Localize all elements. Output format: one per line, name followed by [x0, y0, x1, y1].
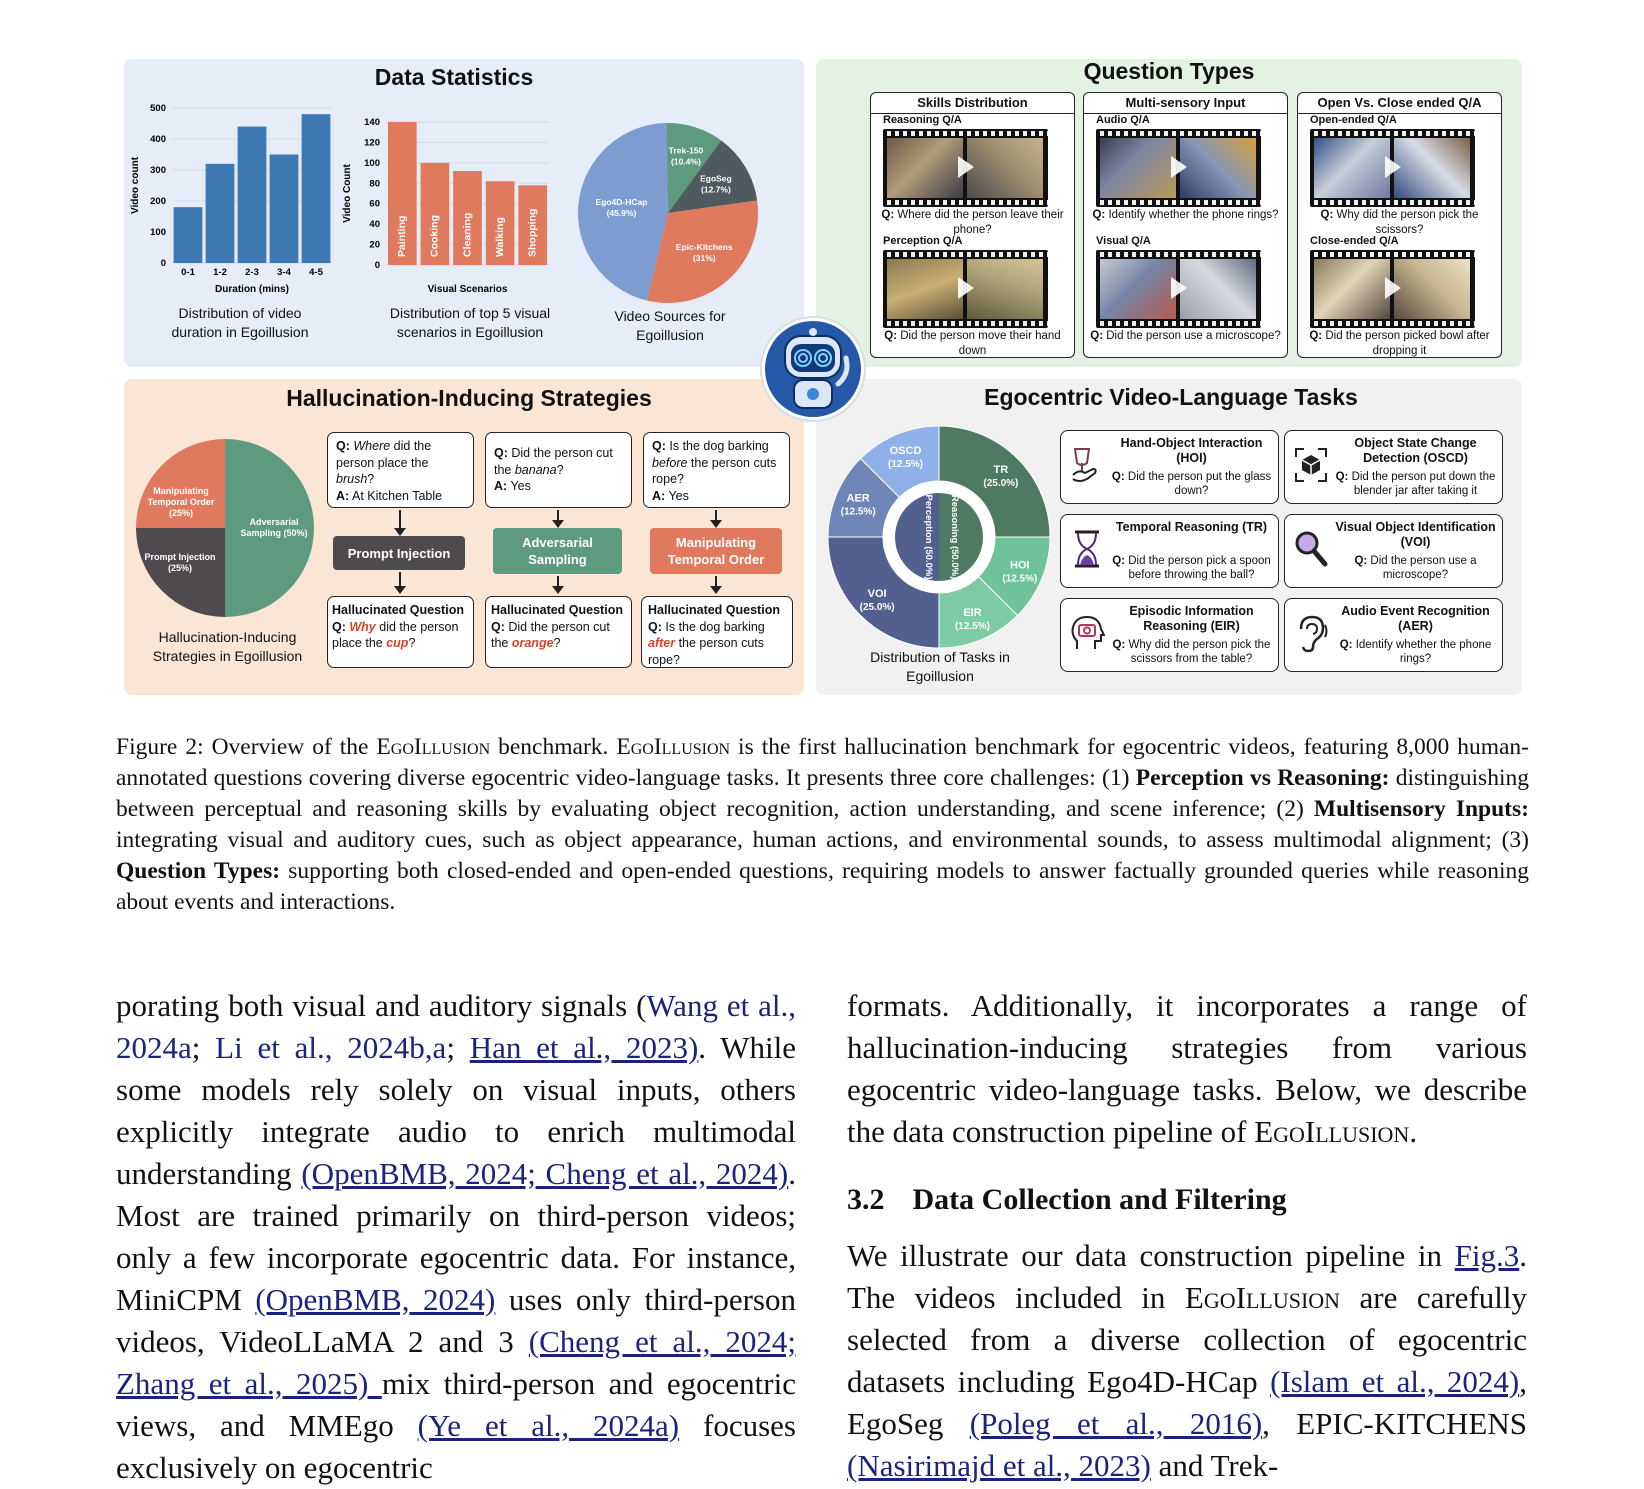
column-header: Open Vs. Close ended Q/A — [1298, 93, 1501, 114]
question-text: Q: Identify whether the phone rings? — [1092, 209, 1279, 221]
y-tick-label: 100 — [364, 157, 380, 169]
adversarial-pie-label: Adversarial Sampling (50%) — [240, 517, 308, 538]
audio-qa-label: Audio Q/A — [1096, 114, 1150, 126]
duration-bar-chart — [130, 100, 340, 295]
citation-link[interactable]: (Nasirimajd et al., 2023) — [847, 1448, 1151, 1483]
citation-link[interactable]: (Cheng et al., 2024; Zhang et al., 2025) — [116, 1324, 796, 1401]
citation-link[interactable]: (Islam et al., 2024) — [1270, 1364, 1520, 1399]
temporal-order-pie-label: Manipulating Temporal Order (25%) — [147, 486, 215, 518]
task-question: Q: Identify whether the phone rings? — [1339, 639, 1492, 665]
hand-glass-icon — [1069, 445, 1105, 485]
x-axis-label: Visual Scenarios — [427, 284, 508, 295]
visual-qa-label: Visual Q/A — [1096, 235, 1151, 247]
citation-link[interactable]: (OpenBMB, 2024) — [255, 1282, 496, 1317]
figure-label: Figure 2: — [116, 734, 204, 760]
task-question: Q: Did the person put down the blender jar after taking it — [1335, 471, 1496, 497]
flow-arrow — [715, 576, 717, 592]
y-tick-label: 40 — [369, 219, 380, 231]
section-heading: 3.2 Data Collection and Filtering — [847, 1183, 1287, 1216]
prompt-injection-strategy: Prompt Injection — [333, 536, 465, 570]
adversarial-sampling-strategy: Adversarial Sampling — [493, 528, 622, 574]
left-column — [116, 985, 796, 1489]
y-tick-label: 80 — [369, 178, 380, 190]
y-axis-label: Video Count — [342, 164, 353, 223]
flow-arrow — [399, 510, 401, 534]
multi-sensory-column — [1083, 92, 1288, 358]
video-clip[interactable] — [1310, 129, 1475, 207]
temporal-order-strategy: Manipulating Temporal Order — [650, 528, 782, 574]
play-icon — [1171, 277, 1187, 299]
play-icon — [958, 277, 974, 299]
task-question: Q: Did the person put the glass down? — [1111, 471, 1272, 497]
y-tick-label: 0 — [160, 258, 166, 269]
right-column-top — [847, 985, 1527, 1153]
task-card-oscd — [1284, 430, 1503, 504]
slice-percent: (10.4%) — [671, 156, 701, 167]
x-tick-label: 3-4 — [277, 267, 291, 278]
citation-link[interactable]: (OpenBMB, 2024; Cheng et al., 2024) — [301, 1156, 789, 1191]
perception-qa-label: Perception Q/A — [883, 235, 963, 247]
question-text: Q: Did the person use a microscope? — [1090, 330, 1281, 342]
y-tick-label: 120 — [364, 137, 380, 149]
cube-scan-icon — [1293, 445, 1329, 485]
task-title: Visual Object Identification (VOI) — [1335, 520, 1496, 549]
question-text: Q: Where did the person leave their phone? — [881, 209, 1064, 236]
y-axis-label: Video count — [130, 156, 141, 215]
slice-percent: (12.5%) — [888, 459, 924, 471]
task-card-tr — [1060, 514, 1279, 588]
y-tick-label: 400 — [150, 134, 166, 145]
task-title: Audio Event Recognition (AER) — [1341, 604, 1490, 633]
hallucination-title: Hallucination-Inducing Strategies — [286, 385, 652, 411]
video-clip[interactable] — [1310, 250, 1475, 328]
task-card-hoi — [1060, 430, 1279, 504]
figure-link[interactable]: Fig.3 — [1454, 1238, 1520, 1273]
open-ended-qa-label: Open-ended Q/A — [1310, 114, 1397, 126]
ear-icon — [1293, 613, 1329, 653]
play-icon — [958, 156, 974, 178]
flow-arrow — [557, 576, 559, 592]
slice-percent: (45.9%) — [606, 207, 637, 218]
question-text: Q: Why did the person pick the scissors? — [1320, 209, 1479, 236]
task-card-aer — [1284, 598, 1503, 672]
original-question-box: Q: Where did the person place the brush? A: At Kitchen Table — [327, 432, 474, 508]
tasks-pie-caption: Distribution of Tasks in Egoillusion — [870, 649, 1010, 684]
open-close-column — [1297, 92, 1502, 358]
x-axis-label: Duration (mins) — [215, 284, 289, 295]
slice-label: EIR — [963, 606, 982, 619]
y-tick-label: 100 — [150, 227, 166, 238]
citation-link[interactable]: Han et al., 2023) — [469, 1030, 699, 1065]
slice-label: Trek-150 — [668, 145, 704, 156]
slice-label: OSCD — [889, 445, 922, 458]
figure-caption: Figure 2: Overview of the EgoIllusion benchmark. EgoIllusion is the first hallucination benchmark for egocentric videos, featuring 8,000 human-annotated questions covering diverse egocentric video-language tasks. It presents three core challenges: (1) Perception vs Reasoning: distinguishing between perceptual and reasoning skills by evaluating object recognition, action understanding, and scene inference; (2) Multisensory Inputs: integrating visual and auditory cues, such as object appearance, human actions, and environmental sounds, to assess multimodal alignment; (3) Question Types: supporting both closed-ended and open-ended questions, requiring models to answer factually grounded queries while reasoning about events and interactions. — [116, 734, 1529, 915]
slice-percent: (12.5%) — [840, 506, 876, 518]
y-tick-label: 500 — [150, 103, 166, 114]
reasoning-qa-label: Reasoning Q/A — [883, 114, 962, 126]
slice-label: VOI — [867, 587, 887, 600]
slice-percent: (12.5%) — [1002, 573, 1038, 585]
hallucinated-question-box: Hallucinated Question Q: Did the person cut the orange? — [485, 596, 632, 668]
slice-percent: (25.0%) — [859, 601, 895, 613]
video-clip[interactable] — [883, 129, 1048, 207]
right-paragraph-2: We illustrate our data construction pipeline in Fig.3. The videos included in EgoIllusion are carefully selected from a diverse collection of egocentric datasets including Ego4D-HCap (Islam et al., 2024), EgoSeg (Poleg et al., 2016), EPIC-KITCHENS (Nasirimajd et al., 2023) and Trek- — [847, 1238, 1527, 1483]
flow-arrow — [399, 572, 401, 592]
category-label: Painting — [396, 215, 409, 257]
task-card-voi — [1284, 514, 1503, 588]
original-question-box: Q: Is the dog barking before the person cuts rope? A: Yes — [643, 432, 790, 508]
play-icon — [1171, 156, 1187, 178]
y-tick-label: 0 — [374, 260, 380, 271]
slice-label: TR — [993, 464, 1009, 477]
play-icon — [1385, 156, 1401, 178]
y-tick-label: 20 — [369, 239, 380, 251]
hallucinated-question-box: Hallucinated Question Q: Is the dog barking after the person cuts rope? — [641, 596, 793, 668]
slice-percent: (25.0%) — [983, 478, 1019, 490]
task-question: Q: Did the person pick a spoon before throwing the ball? — [1112, 555, 1271, 581]
video-clip[interactable] — [883, 250, 1048, 328]
bar — [238, 127, 267, 263]
x-tick-label: 4-5 — [309, 267, 323, 278]
skills-distribution-column — [870, 92, 1075, 358]
y-tick-label: 200 — [150, 196, 166, 207]
task-title: Object State Change Detection (OSCD) — [1354, 436, 1477, 465]
tasks-title: Egocentric Video-Language Tasks — [984, 384, 1358, 410]
task-title: Temporal Reasoning (TR) — [1115, 520, 1268, 534]
left-paragraph: porating both visual and auditory signals (Wang et al., 2024a; Li et al., 2024b,a; Han et al., 2023). While some models rely solely on visual inputs, others explicitly integrate audio to enrich multimodal understanding (OpenBMB, 2024; Cheng et al., 2024). Most are trained primarily on third-person videos; only a few incorporate egocentric data. For instance, MiniCPM (OpenBMB, 2024) uses only third-person videos, VideoLLaMA 2 and 3 (Cheng et al., 2024; Zhang et al., 2025) mix third-person and egocentric views, and MMEgo (Ye et al., 2024a) focuses exclusively on egocentric — [116, 988, 797, 1485]
play-icon — [1385, 277, 1401, 299]
question-text: Q: Did the person picked bowl after dropping it — [1309, 330, 1490, 357]
scenario-chart-caption: Distribution of top 5 visual scenarios in Egoillusion — [389, 305, 551, 340]
slice-percent: (31%) — [692, 253, 716, 264]
column-header: Skills Distribution — [871, 93, 1074, 114]
category-label: Walking — [493, 217, 506, 257]
category-label: Cooking — [428, 215, 441, 257]
duration-chart-caption: Distribution of video duration in Egoillusion — [171, 305, 309, 340]
task-card-eir — [1060, 598, 1279, 672]
y-tick-label: 140 — [364, 117, 380, 128]
slice-percent: (12.7%) — [701, 184, 731, 195]
inner-label-reasoning: Reasoning (50.0%) — [949, 494, 960, 580]
magnifier-icon — [1293, 529, 1329, 569]
y-tick-label: 300 — [150, 165, 166, 176]
data-statistics-title: Data Statistics — [374, 64, 534, 90]
inner-label-perception: Perception (50.0%) — [923, 494, 934, 580]
x-tick-label: 0-1 — [181, 267, 195, 278]
pie-caption: Video Sources for Egoillusion — [614, 308, 726, 343]
hallucinated-question-box: Hallucinated Question Q: Why did the person place the cup? — [327, 596, 474, 668]
citation-link[interactable]: Wang et al., 2024a — [116, 988, 796, 1065]
head-camera-icon — [1069, 613, 1105, 653]
category-label: Shopping — [526, 208, 539, 257]
citation-link[interactable]: (Ye et al., 2024a) — [417, 1408, 680, 1443]
slice-label: Ego4D-HCap — [595, 196, 648, 207]
video-sources-pie — [575, 120, 761, 306]
question-text: Q: Did the person move their hand down — [884, 330, 1061, 357]
prompt-injection-pie-label: Prompt Injection (25%) — [144, 552, 216, 573]
y-tick-label: 60 — [369, 198, 380, 210]
citation-link[interactable]: Li et al., 2024b,a — [215, 1030, 447, 1065]
task-title: Hand-Object Interaction (HOI) — [1120, 436, 1263, 465]
question-types-title: Question Types — [1083, 58, 1255, 84]
slice-label: Epic-Kitchens — [675, 242, 733, 253]
x-tick-label: 1-2 — [213, 267, 227, 278]
flow-arrow — [715, 510, 717, 526]
task-question: Q: Why did the person pick the scissors from the table? — [1112, 639, 1271, 665]
task-question: Q: Did the person use a microscope? — [1354, 555, 1477, 581]
hallucination-pie-caption: Hallucination-Inducing Strategies in Egoillusion — [152, 629, 303, 664]
bar — [270, 155, 299, 264]
citation-link[interactable]: (Poleg et al., 2016) — [969, 1406, 1263, 1441]
video-clip[interactable] — [1096, 129, 1261, 207]
slice-label: EgoSeg — [700, 173, 732, 184]
column-header: Multi-sensory Input — [1084, 93, 1287, 114]
slice-percent: (12.5%) — [954, 620, 990, 632]
slice-label: AER — [846, 492, 870, 505]
task-distribution-donut — [826, 424, 1052, 650]
close-ended-qa-label: Close-ended Q/A — [1310, 235, 1399, 247]
bar — [206, 164, 235, 263]
bar — [174, 207, 203, 263]
hourglass-icon — [1069, 529, 1105, 569]
flow-arrow — [557, 510, 559, 526]
slice-label: HOI — [1010, 559, 1030, 572]
right-paragraph-1: formats. Additionally, it incorporates a range of hallucination-inducing strategies from various egocentric video-language tasks. Below, we describe the data construction pipeline of EgoIllusion. — [847, 988, 1527, 1149]
scenario-bar-chart — [342, 110, 557, 295]
category-label: Cleaning — [461, 212, 474, 257]
video-clip[interactable] — [1096, 250, 1261, 328]
original-question-box: Q: Did the person cut the banana? A: Yes — [485, 432, 632, 508]
task-title: Episodic Information Reasoning (EIR) — [1129, 604, 1254, 633]
x-tick-label: 2-3 — [245, 267, 259, 278]
bar — [302, 114, 331, 263]
right-column-bottom — [847, 1235, 1527, 1487]
